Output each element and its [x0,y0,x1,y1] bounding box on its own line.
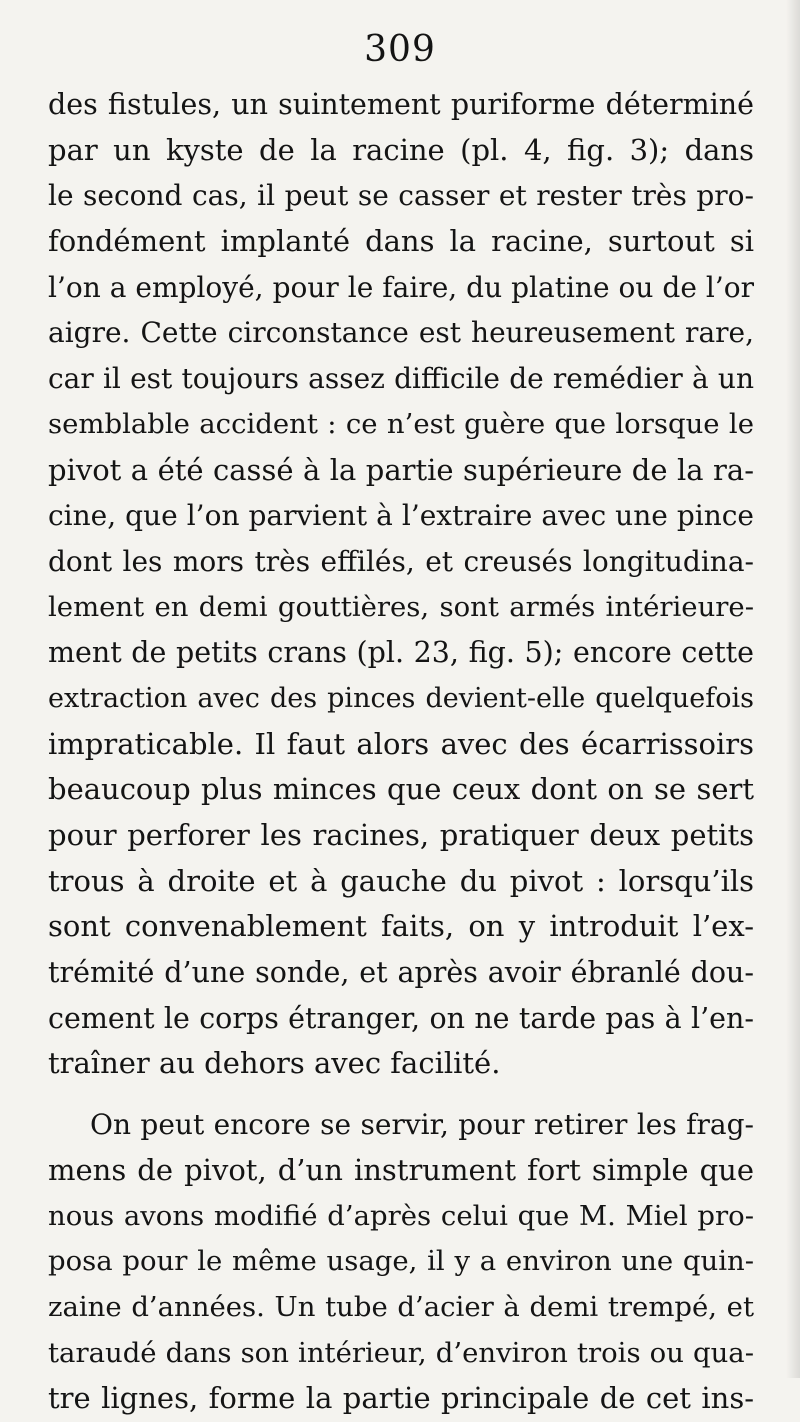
text-line: tre lignes, forme la partie principale de cet ins- [48,1381,754,1416]
text-line: pour perforer les racines, pratiquer deux petits [48,818,754,852]
text-line: nous avons modifié d’après celui que M. Miel pro- [48,1199,754,1232]
text-line: par un kyste de la racine (pl. 4, fig. 3); dans [48,132,754,167]
text-line: trémité d’une sonde, et après avoir ébranlé dou- [48,956,754,990]
text-line: lement en demi gouttières, sont armés intérieure- [48,590,754,623]
text-line: dont les mors très effilés, et creusés longitudina- [48,544,754,578]
paragraph [48,82,754,1087]
paragraph-gap [48,1087,754,1102]
text-line: impraticable. Il faut alors avec des écarrissoirs [48,726,754,761]
text-line: le second cas, il peut se casser et rester très pro- [48,179,754,213]
text-line: sont convenablement faits, on y introduit l’ex- [48,909,754,944]
text-line: fondément implanté dans la racine, surtout si [48,224,754,259]
text-line: traîner au dehors avec facilité. [48,1046,501,1081]
text-line: ment de petits crans (pl. 23, fig. 5); encore cette [48,636,754,670]
text-line: On peut encore se servir, pour retirer les frag- [90,1108,754,1142]
text-line: beaucoup plus minces que ceux dont on se sert [48,772,754,807]
text-line: zaine d’années. Un tube d’acier à demi trempé, et [48,1290,754,1323]
text-line: taraudé dans son intérieur, d’environ trois ou qua- [48,1336,754,1369]
text-line: semblable accident : ce n’est guère que lorsque le [48,407,754,440]
text-line: cine, que l’on parvient à l’extraire avec une pince [48,499,754,533]
page-number: 309 [364,29,436,70]
text-line: l’on a employé, pour le faire, du platine ou de l’or [48,270,754,304]
text-line: car il est toujours assez difficile de remédier à un [48,362,754,396]
page-edge-shadow [786,0,800,1378]
text-line: des fistules, un suintement puriforme déterminé [48,88,754,121]
text-line: trous à droite et à gauche du pivot : lorsqu’ils [48,863,754,898]
text-line: extraction avec des pinces devient-elle quelquefois [48,682,754,714]
text-line: mens de pivot, d’un instrument fort simple que [48,1152,754,1187]
text-line: posa pour le même usage, il y a environ une quin- [48,1245,754,1278]
paragraph [48,1102,754,1422]
text-line: cement le corps étranger, on ne tarde pas à l’en- [48,1001,754,1035]
body-text [48,82,754,1422]
text-line: pivot a été cassé à la partie supérieure de la ra- [48,452,754,487]
text-line: aigre. Cette circonstance est heureusement rare, [48,316,754,350]
